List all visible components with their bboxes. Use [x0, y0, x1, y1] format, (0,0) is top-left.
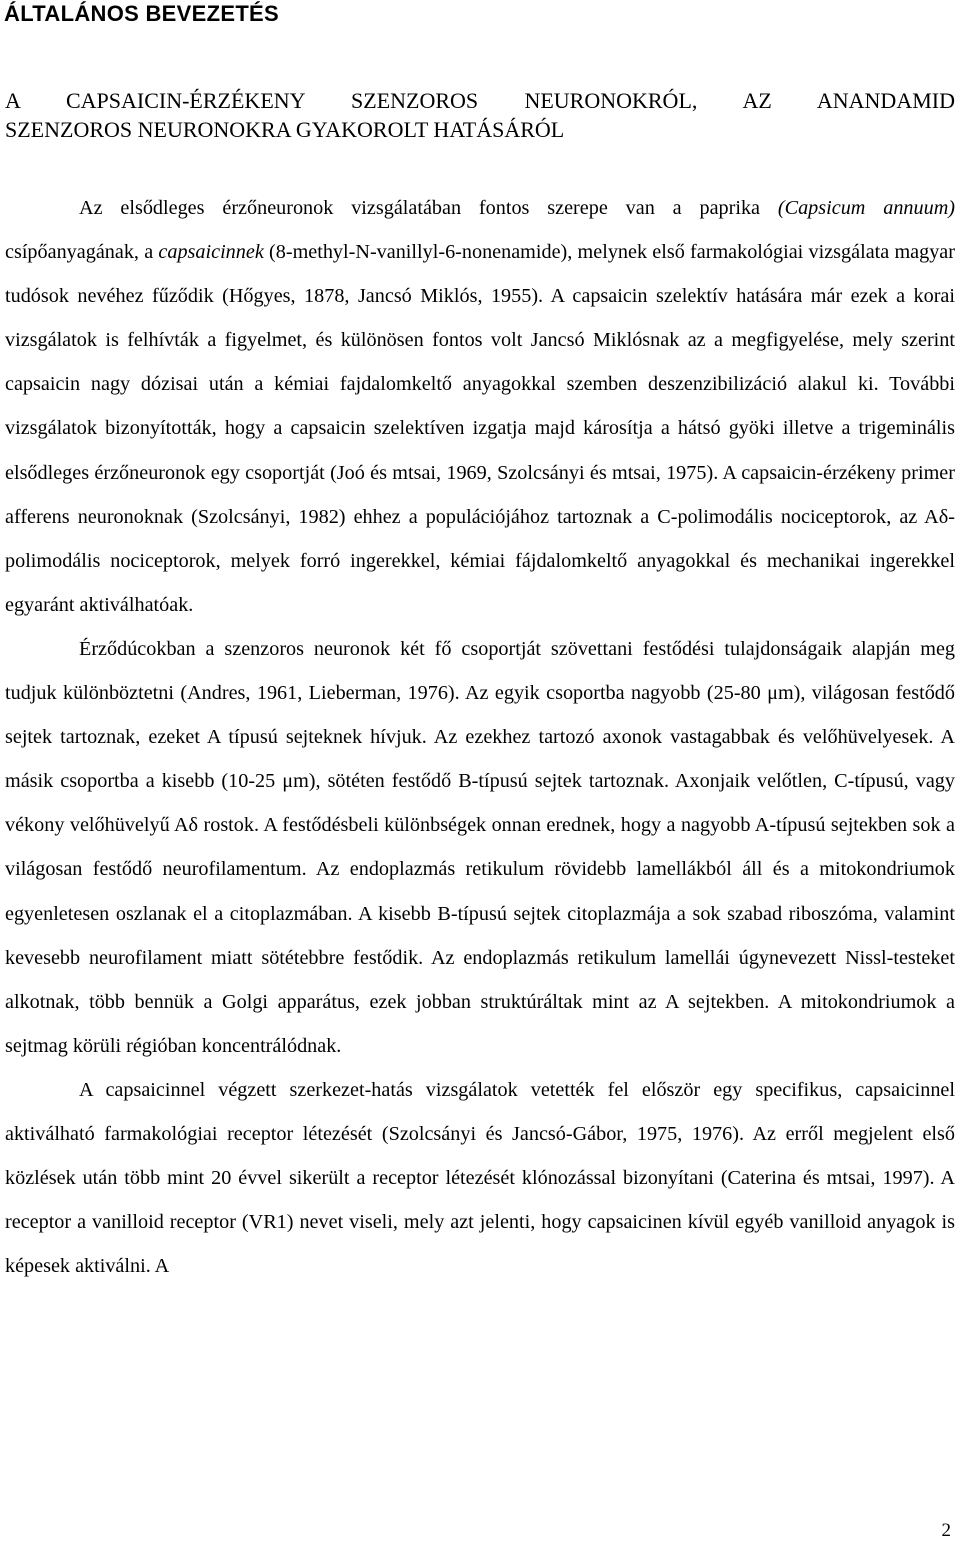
chapter-title-line: SZENZOROS NEURONOKRA GYAKOROLT HATÁSÁRÓL [5, 117, 565, 142]
paragraph [5, 186, 955, 627]
paragraph-text: Az elsődleges érzőneuronok vizsgálatában fontos szerepe van a paprika [79, 197, 778, 219]
page-number: 2 [941, 1520, 951, 1541]
paragraph-text: (8-methyl-N-vanillyl-6-nonenamide), melynek első farmakológiai vizsgálata magyar tudósok nevéhez fűződik (Hőgyes, 1878, Jancsó Miklós, 1955). A capsaicin szelektív hatására már ezek a korai vizsgálatok is felhívták a figyelmet, és különösen fontos volt Jancsó Miklósnak az a megfigyelése, mely szerint capsaicin nagy dózisai után a kémiai fajdalomkeltő anyagokkal szemben deszenzibilizáció alakul ki. További vizsgálatok bizonyították, hogy a capsaicin szelektíven izgatja majd károsítja a hátsó gyöki illetve a trigeminális elsődleges érzőneuronok egy csoportját (Joó és mtsai, 1969, Szolcsányi és mtsai, 1975). A capsaicin-érzékeny primer afferens neuronoknak (Szolcsányi, 1982) ehhez a populációjához tartoznak a C-polimodális nociceptorok, az Aδ-polimodális nociceptorok, melyek forró ingerekkel, kémiai fájdalomkeltő anyagokkal és mechanikai ingerekkel egyaránt aktiválhatóak. [5, 241, 955, 616]
body-text [5, 186, 955, 1288]
chapter-title-line: A CAPSAICIN-ÉRZÉKENY SZENZOROS NEURONOKRÓL, AZ ANANDAMID [5, 88, 955, 113]
italic-term: (Capsicum annuum) [777, 197, 955, 219]
chapter-title [5, 86, 955, 144]
paragraph-text: csípőanyagának, a [5, 241, 159, 264]
section-heading: ÁLTALÁNOS BEVEZETÉS [4, 1, 280, 26]
paragraph: A capsaicinnel végzett szerkezet-hatás vizsgálatok vetették fel először egy specifikus, capsaicinnel aktiválható farmakológiai receptor létezését (Szolcsányi és Jancsó-Gábor, 1975, 1976). Az erről megjelent első közlések után több mint 20 évvel sikerült a receptor létezését klónozással bizonyítani (Caterina és mtsai, 1997). A receptor a vanilloid receptor (VR1) nevet viseli, mely azt jelenti, hogy capsaicinen kívül egyéb vanilloid anyagok is képesek aktiválni. A [5, 1078, 955, 1278]
paragraph: Érződúcokban a szenzoros neuronok két fő csoportját szövettani festődési tulajdonságaik alapján meg tudjuk különböztetni (Andres, 1961, Lieberman, 1976). Az egyik csoportba nagyobb (25-80 μm), világosan festődő sejtek tartoznak, ezeket A típusú sejteknek hívjuk. Az ezekhez tartozó axonok vastagabbak és velőhüvelyesek. A másik csoportba a kisebb (10-25 μm), sötéten festődő B-típusú sejtek tartoznak. Axonjaik velőtlen, C-típusú, vagy vékony velőhüvelyű Aδ rostok. A festődésbeli különbségek onnan erednek, hogy a nagyobb A-típusú sejtekben sok a világosan festődő neurofilamentum. Az endoplazmás retikulum rövidebb lamellákból áll és a mitokondriumok egyenletesen oszlanak el a citoplazmában. A kisebb B-típusú sejtek citoplazmája a sok szabad riboszóma, valamint kevesebb neurofilament miatt sötétebbre festődik. Az endoplazmás retikulum lamellái úgynevezett Nissl-testeket alkotnak, több bennük a Golgi apparátus, ezek jobban struktúráltak mint az A sejtekben. A mitokondriumok a sejtmag körüli régióban koncentrálódnak. [5, 637, 955, 1057]
italic-term: capsaicinnek [158, 241, 264, 264]
